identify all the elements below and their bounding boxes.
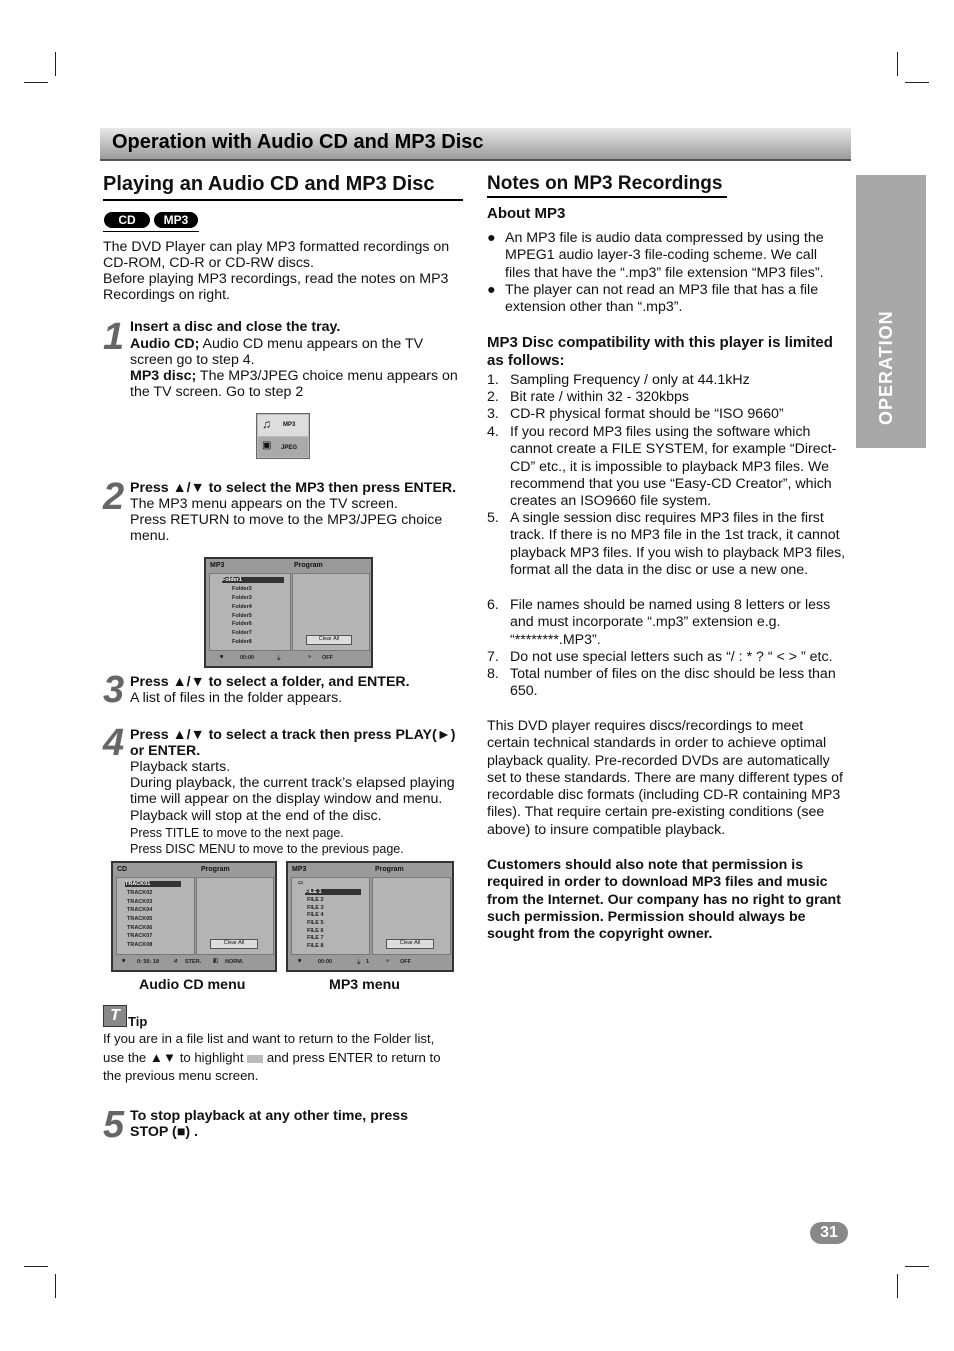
track-row[interactable]: TRACK06 — [127, 925, 153, 931]
crop-mark — [55, 1274, 56, 1298]
sound-icon: ◧ — [213, 958, 219, 964]
menu-title: CD — [117, 866, 128, 873]
speaker-icon: ⊿ — [173, 958, 178, 964]
choice-mp3[interactable]: MP3 — [283, 422, 296, 428]
file-row[interactable]: FILE 8 — [307, 943, 324, 949]
crop-mark — [905, 82, 929, 83]
audio-cd-menu-caption: Audio CD menu — [139, 977, 246, 993]
tip-line-2a: use the ▲▼ to highlight — [103, 1050, 244, 1065]
folder-highlight-icon — [247, 1055, 263, 1063]
section-banner — [100, 128, 851, 161]
step-1-cd-text — [130, 336, 450, 369]
random-icon: » — [386, 958, 390, 964]
tip-line-3: the previous menu screen. — [103, 1068, 259, 1083]
banner-title: Operation with Audio CD and MP3 Disc — [112, 131, 484, 153]
folder-row[interactable]: Folder4 — [232, 604, 252, 610]
copyright-warning: Customers should also note that permission is required in order to download MP3 files and music from the Internet. Our company has no right to grant such permission. Permission should always be sought from the copyright owner. — [487, 857, 841, 943]
step-4-line-2: During playback, the current track’s elapsed playing time will appear on the display window and menu. Playback will stop at the end of the disc. — [130, 775, 455, 824]
compat-item: A single session disc requires MP3 files in the first track. If there is no MP3 file in the 1st track, it cannot playback MP3 files. If you wish to playback MP3 files, format all the data in the disc or use a new one. — [510, 510, 846, 578]
compat-title: MP3 Disc compatibility with this player is limited as follows: — [487, 334, 833, 369]
step-4-number: 4 — [103, 722, 125, 764]
menu-program: Program — [201, 866, 230, 873]
mp3-jpeg-choice-menu — [256, 413, 310, 459]
track-row[interactable]: TRACK03 — [127, 899, 153, 905]
title-rule — [103, 199, 463, 201]
mp3-folder-menu-screen — [204, 557, 373, 668]
photo-icon: ▣ — [258, 437, 308, 457]
choice-jpeg[interactable]: JPEG — [281, 445, 298, 451]
folder-row[interactable]: Folder2 — [232, 586, 252, 592]
step-3-line-1: A list of files in the folder appears. — [130, 690, 343, 706]
tip-icon: T — [103, 1005, 127, 1027]
clear-all-button[interactable]: Clear All — [306, 635, 352, 645]
track-row[interactable]: TRACK04 — [127, 907, 153, 913]
repeat-icon: ⏚ — [356, 960, 362, 966]
right-title: Notes on MP3 Recordings — [487, 173, 723, 194]
intro-text: The DVD Player can play MP3 formatted recordings on CD-ROM, CD-R or CD-RW discs. — [103, 239, 450, 272]
bullet-dot: ● — [487, 230, 496, 246]
step-5-heading: To stop playback at any other time, press — [130, 1108, 409, 1124]
clear-all-button[interactable]: Clear All — [386, 939, 434, 949]
crop-mark — [897, 1274, 898, 1298]
compat-item: If you record MP3 files using the software which cannot create a FILE SYSTEM, for example “Direct-CD” etc., it is impossible to playback MP3 files. We recommend that you use “Easy-CD Creator”, which creates an ISO9660 file system. — [510, 424, 837, 510]
folder-up-icon[interactable]: ▭ — [298, 880, 304, 886]
left-title: Playing an Audio CD and MP3 Disc — [103, 173, 435, 195]
step-5-number: 5 — [103, 1104, 125, 1146]
list-number: 4. — [487, 424, 499, 440]
stop-icon: ■ — [298, 958, 302, 964]
file-row[interactable]: FILE 2 — [307, 897, 324, 903]
about-item: The player can not read an MP3 file that has a file extension other than “.mp3”. — [505, 282, 819, 316]
list-number: 2. — [487, 389, 499, 405]
crop-mark — [905, 1266, 929, 1267]
step-4-line-4: Press DISC MENU to move to the previous page. — [130, 842, 404, 856]
time-readout: 00:00 — [240, 655, 255, 661]
crop-mark — [897, 52, 898, 76]
compat-item: Bit rate / within 32 - 320kbps — [510, 389, 690, 405]
menu-program: Program — [294, 562, 323, 569]
track-row[interactable]: TRACK01 — [125, 881, 181, 887]
stop-icon: ■ — [220, 654, 224, 660]
mode-readout: OFF — [322, 655, 333, 661]
step-1-heading: Insert a disc and close the tray. — [130, 319, 341, 335]
step-1-mp3-desc: The MP3/JPEG choice menu appears on the TV screen. Go to step 2 — [130, 368, 458, 401]
tip-label: Tip — [128, 1014, 148, 1029]
file-row[interactable]: FILE 4 — [307, 912, 324, 918]
time-readout: 00:00 — [318, 959, 333, 965]
track-row[interactable]: TRACK05 — [127, 916, 153, 922]
crop-mark — [24, 1266, 48, 1267]
list-number: 6. — [487, 597, 499, 613]
track-row[interactable]: TRACK02 — [127, 890, 153, 896]
step-2-number: 2 — [103, 476, 125, 518]
list-number: 7. — [487, 649, 499, 665]
step-1-mp3-label: MP3 disc; — [130, 368, 197, 384]
side-tab-label: OPERATION — [876, 310, 896, 425]
step-1-cd-label: Audio CD; — [130, 336, 200, 352]
mp3-menu-caption: MP3 menu — [329, 977, 400, 993]
file-row[interactable]: FILE 6 — [307, 928, 324, 934]
mp3-badge: MP3 — [154, 212, 198, 228]
menu-title: MP3 — [292, 866, 307, 873]
cd-badge: CD — [104, 212, 150, 228]
step-2-line-1: The MP3 menu appears on the TV screen. — [130, 496, 398, 512]
compat-item: File names should be named using 8 letters or less and must incorporate “.mp3” extension e.g. “********.MP3”. — [510, 597, 831, 648]
list-number: 3. — [487, 406, 499, 422]
folder-row[interactable]: Folder6 — [232, 621, 252, 627]
menu-title: MP3 — [210, 562, 225, 569]
folder-row[interactable]: Folder8 — [232, 639, 252, 645]
tip-line-1: If you are in a file list and want to return to the Folder list, — [103, 1031, 435, 1046]
menu-program: Program — [375, 866, 404, 873]
bullet-dot: ● — [487, 282, 496, 298]
tip-line-2b: and press ENTER to return to — [266, 1050, 441, 1065]
compat-item: CD-R physical format should be “ISO 9660” — [510, 406, 784, 422]
compat-item: Do not use special letters such as “/ : * ? “ < > ” etc. — [510, 649, 833, 665]
step-4-line-3: Press TITLE to move to the next page. — [130, 826, 344, 840]
step-3-heading: Press ▲/▼ to select a folder, and ENTER. — [130, 674, 410, 690]
step-1-cd-desc: Audio CD menu appears on the TV screen go to step 4. — [130, 336, 424, 369]
list-number: 8. — [487, 666, 499, 682]
step-1-mp3-text — [130, 368, 460, 401]
compat-item: Total number of files on the disc should be less than 650. — [510, 666, 836, 700]
right-title-rule — [487, 196, 727, 198]
track-row[interactable]: TRACK08 — [127, 942, 153, 948]
list-number: 5. — [487, 510, 499, 526]
folder-row[interactable]: Folder7 — [232, 630, 252, 636]
mode-readout: OFF — [400, 959, 411, 965]
norm-readout: NORM. — [225, 959, 244, 965]
random-icon: » — [308, 654, 312, 660]
stereo-readout: STER. — [185, 959, 202, 965]
mp3-file-menu-screen — [286, 861, 454, 972]
file-row[interactable]: FILE 3 — [307, 905, 324, 911]
folder-row[interactable]: Folder3 — [232, 595, 252, 601]
page-number: 31 — [810, 1222, 848, 1244]
tip-line-2 — [103, 1050, 441, 1066]
about-item: An MP3 file is audio data compressed by using the MPEG1 audio layer-3 file-coding scheme. We call files that have the “.mp3” file extension “MP3 files”. — [505, 230, 824, 281]
audio-cd-menu-screen — [111, 861, 277, 972]
crop-mark — [24, 82, 48, 83]
step-4-line-1: Playback starts. — [130, 759, 231, 775]
file-row[interactable]: FILE 5 — [307, 920, 324, 926]
clear-all-button[interactable]: Clear All — [210, 939, 258, 949]
standards-paragraph: This DVD player requires discs/recordings to meet certain technical standards in order to achieve optimal playback quality. Pre-recorded DVDs are automatically set to these standards. There are many different types of recordable disc formats (including CD-R containing MP3 files). That require certain pre-existing conditions (see above) to insure compatible playback. — [487, 718, 843, 838]
music-icon: ♫ — [258, 415, 308, 436]
compat-item: Sampling Frequency / only at 44.1kHz — [510, 372, 750, 388]
step-1-number: 1 — [103, 316, 125, 358]
time-readout: 0: 56: 18 — [137, 959, 160, 965]
step-3-number: 3 — [103, 669, 125, 711]
step-4-heading: Press ▲/▼ to select a track then press PLAY(►) or ENTER. — [130, 727, 456, 760]
step-5-heading-2: STOP (■) . — [130, 1124, 198, 1140]
stop-icon: ■ — [122, 958, 126, 964]
step-2-heading: Press ▲/▼ to select the MP3 then press ENTER. — [130, 480, 457, 496]
side-tab — [856, 175, 926, 448]
intro-text-2: Before playing MP3 recordings, read the notes on MP3 Recordings on right. — [103, 271, 449, 304]
badge-rule — [103, 231, 199, 232]
track-row[interactable]: TRACK07 — [127, 933, 153, 939]
repeat-icon: ⏚ — [276, 656, 282, 662]
about-title: About MP3 — [487, 205, 566, 222]
step-2-line-2: Press RETURN to move to the MP3/JPEG choice menu. — [130, 512, 443, 545]
file-row[interactable]: FILE 7 — [307, 935, 324, 941]
folder-row[interactable]: Folder1 — [222, 577, 284, 583]
file-number: 1 — [366, 959, 370, 965]
list-number: 1. — [487, 372, 499, 388]
folder-row[interactable]: Folder5 — [232, 613, 252, 619]
crop-mark — [55, 52, 56, 76]
file-row[interactable]: FILE 1 — [305, 889, 361, 895]
